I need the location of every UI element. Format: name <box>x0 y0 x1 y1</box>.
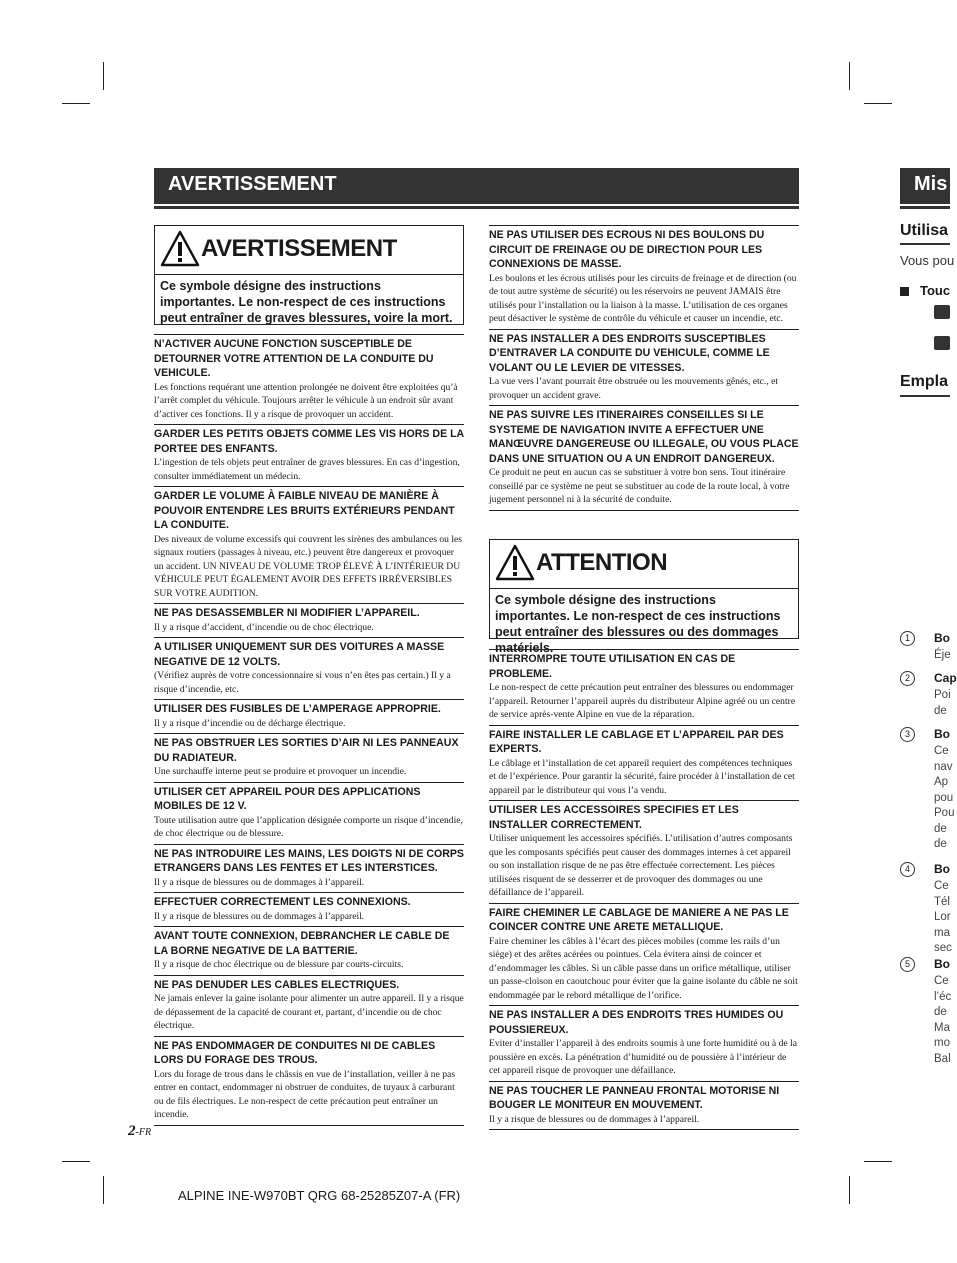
warning-section <box>154 926 464 975</box>
warning-section <box>154 637 464 699</box>
warning-section <box>154 1036 464 1126</box>
warning-box-header <box>155 226 463 275</box>
item-text-line: l’éc <box>934 990 952 1003</box>
page-suffix: -FR <box>135 1127 152 1138</box>
warning-section <box>489 725 799 801</box>
item-number-badge: 4 <box>900 862 915 877</box>
next-page-heading: Utilisa <box>900 222 949 239</box>
crop-mark <box>62 1161 90 1162</box>
warning-section-body: La vue vers l’avant pourrait être obstruée ou les mouvements gênés, etc., et provoquer un accident grave. <box>489 376 779 401</box>
warning-section-body: Utiliser uniquement les accessoires spécifiés. L’utilisation d’autres composants que les composants spécifiés peut causer des dommages internes à cet appareil ou son installation risque de ne pas être effectuée correctement. Les pièces utilisées risquent de se desserrer et de provoquer des dommages ou une défaillance de l’appareil. <box>489 833 793 898</box>
warning-section <box>154 424 464 486</box>
item-number-badge: 1 <box>900 631 915 646</box>
warning-section <box>154 603 464 637</box>
item-heading: Bo <box>934 631 950 645</box>
item-text-line: ma <box>934 926 950 939</box>
crop-mark <box>849 62 850 90</box>
warning-triangle-icon <box>160 230 200 268</box>
warning-section-heading: N’ACTIVER AUCUNE FONCTION SUSCEPTIBLE DE DETOURNER VOTRE ATTENTION DE LA CONDUITE DU VEHICULE. <box>154 338 434 379</box>
item-number-badge: 5 <box>900 957 915 972</box>
item-text-line: Ce <box>934 745 949 757</box>
warning-section-heading: NE PAS OBSTRUER LES SORTIES D’AIR NI LES PANNEAUX DU RADIATEUR. <box>154 737 459 764</box>
item-text-line: Lor <box>934 911 951 923</box>
warning-section-body: L’ingestion de tels objets peut entraîner de graves blessures. En cas d’ingestion, consulter immédiatement un médecin. <box>154 457 460 482</box>
warning-triangle-icon <box>495 544 535 582</box>
warning-section-body: Toute utilisation autre que l’application désignée comporte un risque d’incendie, de choc électrique ou de blessure. <box>154 814 463 839</box>
next-page-item-list <box>900 631 957 1091</box>
warning-section <box>489 405 799 511</box>
item-number-badge: 2 <box>900 671 915 686</box>
warning-section-heading: A UTILISER UNIQUEMENT SUR DES VOITURES A MASSE NEGATIVE DE 12 VOLTS. <box>154 641 445 668</box>
crop-mark <box>62 103 90 104</box>
item-heading: Bo <box>934 727 950 741</box>
attention-box-header <box>490 540 798 589</box>
warning-section-body: Les boulons et les écrous utilisés pour les circuits de freinage et de direction (ou de tout autre système de sécurité) ou les réservoirs ne peuvent JAMAIS être utilisés pour l’installation ou la liaison à la masse. L’utilisation de ces organes peut désactiver le système de contrôle du véhicule et causer un incendie, etc. <box>489 272 797 324</box>
crop-mark <box>849 1176 850 1204</box>
next-page-bullet: Touc <box>920 283 951 298</box>
warning-section-body: Ce produit ne peut en aucun cas se substituer à votre bon sens. Tout itinéraire conseillé par ce système ne peut se substituer au code de la route local, à votre jugement personnel ni à la sécurité de conduite. <box>489 467 790 505</box>
item-text-line: Ce <box>934 880 949 892</box>
warning-section <box>154 975 464 1036</box>
item-heading: Cap <box>934 671 957 685</box>
banner-rule <box>154 206 799 209</box>
bullet-square <box>900 287 909 296</box>
warning-box-text: Ce symbole désigne des instructions importantes. Le non-respect de ces instructions peut entraîner de graves blessures, voire la mort. <box>160 279 453 325</box>
item-text-line: Ma <box>934 1021 950 1034</box>
warning-section-body: Ne jamais enlever la gaine isolante pour alimenter un autre appareil. Il y a risque de dépassement de la capacité de courant et, partant, d’incendie ou de choc électrique. <box>154 993 464 1031</box>
item-text-line: sec <box>934 942 952 954</box>
item-text-line: Bal <box>934 1052 951 1065</box>
warning-section-body: Eviter d’installer l’appareil à des endroits soumis à une forte humidité ou à de la poussière en excès. La pénétration d’humidité ou de poussière à l’intérieur de cet appareil risque de provoquer une défaillance. <box>489 1038 797 1076</box>
warning-section-body: Il y a risque d’incendie ou de décharge électrique. <box>154 717 346 729</box>
warning-section-heading: INTERROMPRE TOUTE UTILISATION EN CAS DE PROBLEME. <box>489 653 736 680</box>
attention-box-title: ATTENTION <box>536 549 668 576</box>
warning-section <box>154 733 464 782</box>
warning-section <box>489 329 799 406</box>
item-text-line: Tél <box>934 895 950 908</box>
item-text-line: mo <box>934 1037 950 1049</box>
next-page-banner-title: Mis <box>914 173 948 195</box>
item-text-line: Pou <box>934 807 955 819</box>
warning-section-heading: UTILISER CET APPAREIL POUR DES APPLICATIONS MOBILES DE 12 V. <box>154 785 421 812</box>
warning-section <box>489 1081 799 1131</box>
item-text-line: Ap <box>934 776 949 788</box>
crop-mark <box>864 103 892 104</box>
warning-section-body: Il y a risque de blessures ou de dommages à l’appareil. <box>489 1113 700 1125</box>
warning-section-heading: UTILISER DES FUSIBLES DE L’AMPERAGE APPROPRIE. <box>154 703 441 715</box>
item-text-line: Ce <box>934 975 949 987</box>
left-warning-list <box>154 334 464 1126</box>
warning-section-heading: NE PAS INTRODUIRE LES MAINS, LES DOIGTS NI DE CORPS ETRANGERS DANS LES FENTES ET LES INTERSTICES. <box>154 847 464 874</box>
item-text-line: de <box>934 822 947 835</box>
attention-box-text: Ce symbole désigne des instructions importantes. Le non-respect de ces instructions peut entraîner des blessures ou des dommages matériels. <box>495 593 781 655</box>
crop-mark <box>864 1161 892 1162</box>
next-page-heading: Empla <box>900 373 949 390</box>
warning-section-body: Il y a risque de blessures ou de dommages à l’appareil. <box>154 910 365 922</box>
warning-section <box>154 844 464 893</box>
warning-section-heading: UTILISER LES ACCESSOIRES SPECIFIES ET LES INSTALLER CORRECTEMENT. <box>489 804 739 831</box>
warning-section-heading: NE PAS SUIVRE LES ITINERAIRES CONSEILLES SI LE SYSTEME DE NAVIGATION INVITE A EFFECTUER UNE MANŒUVRE DANGEREUSE OU ILLEGALE, OU VOUS PLACE DANS UNE SITUATION OU A UN ENDROIT DANGEREUX. <box>489 409 799 465</box>
warning-section <box>154 334 464 424</box>
warning-section-heading: FAIRE INSTALLER LE CABLAGE ET L’APPAREIL PAR DES EXPERTS. <box>489 728 784 755</box>
warning-section-body: Les fonctions requérant une attention prolongée ne doivent être exploitées qu’à l’arrêt complet du véhicule. Toujours arrêter le véhicule à un endroit sûr avant d’activer ces fonctions. Il y a risque de provoquer un accident. <box>154 381 458 420</box>
warning-section-heading: NE PAS ENDOMMAGER DE CONDUITES NI DE CABLES LORS DU FORAGE DES TROUS. <box>154 1039 436 1066</box>
warning-section-heading: FAIRE CHEMINER LE CABLAGE DE MANIERE A NE PAS LE COINCER CONTRE UNE ARETE METALLIQUE. <box>489 906 789 933</box>
warning-section-body: Faire cheminer les câbles à l’écart des pièces mobiles (comme les rails d’un siège) et des arêtes acérées ou pointues. Cela évitera ainsi de coincer et d’endommager les câbles. Si un câble passe dans un orifice métallique, utiliser un passe-cloison en caoutchouc pour éviter que la gaine isolante du câble ne soit endommagée par le rebord métallique de l’orifice. <box>489 935 798 1001</box>
item-number-badge: 3 <box>900 727 915 742</box>
warning-section-body: Le câblage et l’installation de cet appareil requiert des compétences techniques et de l’expérience. Pour garantir la sécurité, faire procéder à l’installation de cet appareil par le distributeur qui vous l’a vendu. <box>489 757 795 796</box>
warning-section-body: Il y a risque de blessures ou de dommages à l’appareil. <box>154 876 365 888</box>
item-text-line: de <box>934 704 947 717</box>
next-page-banner-rule <box>900 206 950 209</box>
section-banner <box>154 168 799 204</box>
warning-section-body: Il y a risque d’accident, d’incendie ou de choc électrique. <box>154 621 374 633</box>
warning-section <box>489 903 799 1006</box>
next-page-banner <box>900 168 950 204</box>
warning-section-body: Il y a risque de choc électrique ou de blessure par courts-circuits. <box>154 959 404 970</box>
crop-mark <box>103 62 104 90</box>
crop-mark <box>103 1176 104 1204</box>
warning-section-body: Une surchauffe interne peut se produire et provoquer un incendie. <box>154 766 407 777</box>
warning-section-heading: NE PAS TOUCHER LE PANNEAU FRONTAL MOTORISE NI BOUGER LE MONITEUR EN MOUVEMENT. <box>489 1084 780 1111</box>
item-heading: Bo <box>934 862 950 876</box>
warning-section <box>154 782 464 844</box>
banner-title: AVERTISSEMENT <box>168 173 337 195</box>
warning-box-title: AVERTISSEMENT <box>201 235 397 262</box>
warning-section <box>154 486 464 603</box>
warning-section <box>154 699 464 733</box>
item-text-line: pou <box>934 791 954 804</box>
warning-box <box>154 225 464 325</box>
warning-section-heading: GARDER LE VOLUME À FAIBLE NIVEAU DE MANIÈRE À POUVOIR ENTENDRE LES BRUITS EXTÉRIEURS PENDANT LA CONDUITE. <box>154 490 455 531</box>
button-icon <box>934 336 950 350</box>
warning-section-body: (Vérifiez auprès de votre concessionnaire si vous n’en êtes pas certain.) Il y a risque d’incendie, etc. <box>154 670 451 695</box>
warning-section-heading: NE PAS INSTALLER A DES ENDROITS TRES HUMIDES OU POUSSIEREUX. <box>489 1009 784 1036</box>
warning-section-heading: NE PAS DESASSEMBLER NI MODIFIER L’APPAREIL. <box>154 607 420 619</box>
page-number: 2-FR <box>128 1123 152 1139</box>
item-text-line: nav <box>934 760 953 773</box>
footer-text: ALPINE INE-W970BT QRG 68-25285Z07-A (FR) <box>178 1188 461 1203</box>
warning-section <box>489 649 799 725</box>
warning-section-body: Le non-respect de cette précaution peut entraîner des blessures ou endommager l’appareil. Retourner l’appareil auprès du distributeur Alpine agréé ou un centre de service après-vente Alpine en vue de la réparation. <box>489 682 796 720</box>
warning-section <box>154 892 464 926</box>
next-page-heading-rule <box>900 395 950 397</box>
next-page-intro: Vous pou <box>900 253 955 268</box>
warning-section-body: Lors du forage de trous dans le châssis en vue de l’installation, veiller à ne pas entrer en contact, endommager ni obstruer de conduites, de tuyaux à carburant ou de fils électriques. Le non-respect de cette précaution peut entraîner un incendie. <box>154 1068 456 1120</box>
next-page-heading-rule <box>900 243 950 245</box>
item-text-line: de <box>934 1006 947 1018</box>
warning-section <box>489 225 799 329</box>
button-icon <box>934 305 950 319</box>
warning-section <box>489 800 799 903</box>
item-heading: Bo <box>934 957 950 971</box>
warning-section-heading: NE PAS DENUDER LES CABLES ELECTRIQUES. <box>154 978 400 991</box>
warning-section-heading: NE PAS INSTALLER A DES ENDROITS SUSCEPTIBLES D’ENTRAVER LA CONDUITE DU VEHICULE, COMME LE VOLANT OU LE LEVIER DE VITESSES. <box>489 332 770 374</box>
item-text-line: de <box>934 838 947 850</box>
warning-section-heading: NE PAS UTILISER DES ECROUS NI DES BOULONS DU CIRCUIT DE FREINAGE OU DE DIRECTION POUR LES CONNEXIONS DE MASSE. <box>489 229 765 270</box>
warning-section-body: Des niveaux de volume excessifs qui couvrent les sirènes des ambulances ou les signaux routiers (passages à niveau, etc.) peuvent être dangereux et provoquer un accident. UN NIVEAU DE VOLUME TROP ÉLEVÉ À L’INTÉRIEUR DU VÉHICULE PEUT ÉGALEMENT AVOIR DES EFFETS IRRÉVERSIBLES SUR VOTRE AUDITION. <box>154 533 462 599</box>
item-text-line: Éje <box>934 649 951 661</box>
warning-section-heading: AVANT TOUTE CONNEXION, DEBRANCHER LE CABLE DE LA BORNE NEGATIVE DE LA BATTERIE. <box>154 930 450 957</box>
warning-section-heading: EFFECTUER CORRECTEMENT LES CONNEXIONS. <box>154 896 411 908</box>
warning-section <box>489 1005 799 1081</box>
right-caution-list <box>489 649 799 1130</box>
warning-section-heading: GARDER LES PETITS OBJETS COMME LES VIS HORS DE LA PORTEE DES ENFANTS. <box>154 428 464 455</box>
right-warning-list <box>489 225 799 511</box>
attention-box <box>489 539 799 655</box>
item-text-line: Poi <box>934 689 951 701</box>
